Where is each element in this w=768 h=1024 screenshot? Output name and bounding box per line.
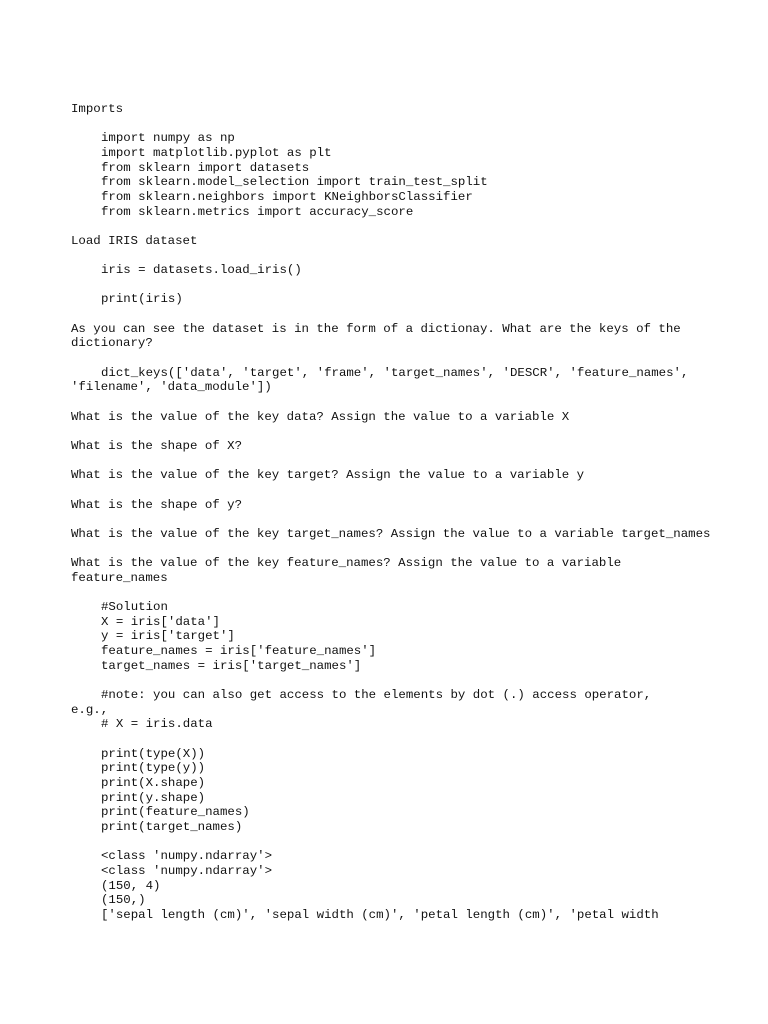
code-line: print(feature_names): [101, 805, 250, 820]
code-line: import numpy as np: [101, 131, 235, 146]
code-line: print(target_names): [101, 819, 243, 834]
question-key-target: What is the value of the key target? Assign the value to a variable y: [71, 468, 585, 483]
code-line: X = iris['data']: [101, 614, 220, 629]
code-line-print-iris: print(iris): [101, 292, 183, 307]
heading-imports: Imports: [71, 102, 124, 116]
heading-load-iris: Load IRIS dataset: [71, 233, 198, 248]
code-line: from sklearn import datasets: [101, 160, 310, 175]
question-key-data: What is the value of the key data? Assign the value to a variable X: [71, 409, 570, 424]
code-line: print(X.shape): [101, 775, 206, 790]
output-line: (150,): [101, 893, 146, 908]
code-line: print(type(X)): [101, 746, 206, 761]
spacer: [71, 483, 711, 498]
spacer: [71, 278, 711, 293]
code-line-load-iris: iris = datasets.load_iris(): [101, 263, 302, 278]
spacer: [71, 395, 711, 410]
output-block-prints: [71, 849, 711, 922]
code-line: print(type(y)): [101, 761, 206, 776]
spacer: [71, 249, 711, 264]
code-line: print(y.shape): [101, 790, 206, 805]
question-shape-y: What is the shape of y?: [71, 497, 243, 512]
code-block-prints: [71, 747, 711, 835]
spacer: [71, 512, 711, 527]
code-line: from sklearn.metrics import accuracy_score: [101, 204, 414, 219]
code-line: feature_names = iris['feature_names']: [101, 644, 377, 659]
output-line: (150, 4): [101, 878, 161, 893]
text-dictionary-question: As you can see the dataset is in the form of a dictionay. What are the keys of the dictionary?: [71, 321, 689, 351]
code-block-solution: [71, 600, 711, 673]
output-line-wrapped: 'filename', 'data_module']): [71, 380, 272, 395]
spacer: [71, 542, 711, 557]
spacer: [71, 117, 711, 132]
output-line: ['sepal length (cm)', 'sepal width (cm)', 'petal length (cm)', 'petal width: [101, 907, 659, 922]
code-comment-wrapped: e.g.,: [71, 702, 109, 717]
spacer: [71, 424, 711, 439]
code-line: target_names = iris['target_names']: [101, 658, 362, 673]
output-dict-keys: [71, 366, 711, 395]
code-line: from sklearn.model_selection import train_test_split: [101, 175, 488, 190]
spacer: [71, 351, 711, 366]
output-line: <class 'numpy.ndarray'>: [101, 863, 273, 878]
spacer: [71, 732, 711, 747]
code-line: #Solution: [101, 600, 168, 615]
spacer: [71, 673, 711, 688]
code-comment: #note: you can also get access to the elements by dot (.) access operator,: [101, 688, 652, 703]
code-line: y = iris['target']: [101, 629, 235, 644]
code-line: import matplotlib.pyplot as plt: [101, 145, 332, 160]
code-block-imports: [71, 131, 711, 219]
spacer: [71, 835, 711, 850]
code-block-note: [71, 688, 711, 732]
question-shape-x: What is the shape of X?: [71, 438, 243, 453]
spacer: [71, 307, 711, 322]
question-key-target-names: What is the value of the key target_names? Assign the value to a variable target_names: [71, 526, 711, 541]
question-key-feature-names: What is the value of the key feature_names? Assign the value to a variable feature_names: [71, 556, 629, 585]
code-line: from sklearn.neighbors import KNeighborsClassifier: [101, 189, 473, 204]
document-content: [71, 102, 711, 923]
output-line: <class 'numpy.ndarray'>: [101, 849, 273, 864]
code-comment: # X = iris.data: [101, 717, 213, 732]
spacer: [71, 585, 711, 600]
spacer: [71, 219, 711, 234]
output-line: dict_keys(['data', 'target', 'frame', 'target_names', 'DESCR', 'feature_names',: [101, 365, 689, 380]
spacer: [71, 454, 711, 469]
